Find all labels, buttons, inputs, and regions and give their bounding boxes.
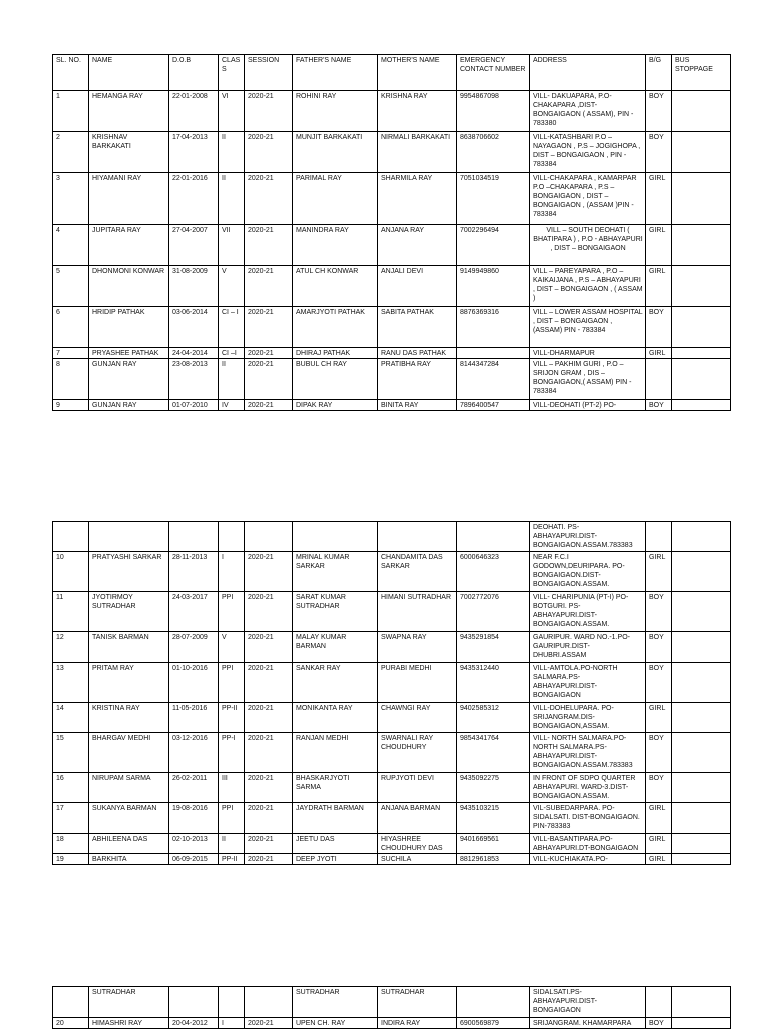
- cell-address: SIDALSATI.PS- ABHAYAPURI.DIST- BONGAIGAON: [530, 987, 646, 1018]
- cell-bus-stoppage: [672, 522, 731, 552]
- cell-bg: [646, 359, 672, 400]
- cell-name: TANISK BARMAN: [89, 632, 169, 663]
- cell-fathers-name: JAYDRATH BARMAN: [293, 803, 378, 834]
- cell-address: VILL- NORTH SALMARA.PO- NORTH SALMARA.PS- ABHAYAPURI.DIST- BONGAIGAON.ASSAM.783383: [530, 733, 646, 773]
- cell-session: 2020-21: [245, 552, 293, 592]
- cell-bg: BOY: [646, 307, 672, 348]
- cell-fathers-name: BUBUL CH RAY: [293, 359, 378, 400]
- cell-sl-no: 14: [53, 703, 89, 733]
- cell-class: PP-II: [219, 703, 245, 733]
- col-header-address: ADDRESS: [530, 55, 646, 91]
- cell-address: VILL-DHARMAPUR: [530, 348, 646, 359]
- cell-name: KRISHNAV BARKAKATI: [89, 132, 169, 173]
- cell-name: JUPITARA RAY: [89, 225, 169, 266]
- col-header-fathers-name: FATHER'S NAME: [293, 55, 378, 91]
- cell-dob: [169, 987, 219, 1018]
- cell-bg: [646, 522, 672, 552]
- cell-session: 2020-21: [245, 91, 293, 132]
- cell-class: PP-II: [219, 854, 245, 865]
- cell-emergency-contact: 9149949860: [457, 266, 530, 307]
- table-row: [53, 987, 731, 1018]
- cell-dob: 23-08-2013: [169, 359, 219, 400]
- cell-emergency-contact: [457, 348, 530, 359]
- student-table-part-2: [52, 521, 731, 865]
- cell-sl-no: 13: [53, 663, 89, 703]
- cell-session: 2020-21: [245, 854, 293, 865]
- cell-emergency-contact: 6000646323: [457, 552, 530, 592]
- cell-mothers-name: SUTRADHAR: [378, 987, 457, 1018]
- cell-bg: GIRL: [646, 173, 672, 225]
- cell-class: I: [219, 552, 245, 592]
- col-header-class: CLASS: [219, 55, 245, 91]
- cell-dob: 01-10-2016: [169, 663, 219, 703]
- cell-dob: 11-05-2016: [169, 703, 219, 733]
- cell-bus-stoppage: [672, 266, 731, 307]
- cell-session: 2020-21: [245, 132, 293, 173]
- cell-fathers-name: RANJAN MEDHI: [293, 733, 378, 773]
- cell-mothers-name: PRATIBHA RAY: [378, 359, 457, 400]
- cell-fathers-name: MANINDRA RAY: [293, 225, 378, 266]
- cell-fathers-name: MRINAL KUMAR SARKAR: [293, 552, 378, 592]
- cell-mothers-name: SUCHILA: [378, 854, 457, 865]
- cell-fathers-name: AMARJYOTI PATHAK: [293, 307, 378, 348]
- table-row: [53, 773, 731, 803]
- cell-bg: GIRL: [646, 225, 672, 266]
- cell-address: VILL- DAKUAPARA, P.O- CHAKAPARA ,DIST- BONGAIGAON ( ASSAM), PIN - 783380: [530, 91, 646, 132]
- col-header-emergency-contact: EMERGENCY CONTACT NUMBER: [457, 55, 530, 91]
- cell-bg: BOY: [646, 733, 672, 773]
- cell-address: VILL-CHAKAPARA , KAMARPAR P.O –CHAKAPARA , P.S – BONGAIGAON , DIST – BONGAIGAON , (ASSAM )PIN - 783384: [530, 173, 646, 225]
- cell-name: HIMASHRI RAY: [89, 1018, 169, 1029]
- cell-bg: BOY: [646, 400, 672, 411]
- cell-dob: 17-04-2013: [169, 132, 219, 173]
- cell-session: 2020-21: [245, 173, 293, 225]
- cell-address: DEOHATI. PS- ABHAYAPURI.DIST- BONGAIGAON.ASSAM.783383: [530, 522, 646, 552]
- col-header-name: NAME: [89, 55, 169, 91]
- cell-session: 2020-21: [245, 733, 293, 773]
- cell-mothers-name: SWARNALI RAY CHOUDHURY: [378, 733, 457, 773]
- table-row: [53, 91, 731, 132]
- cell-dob: 06-09-2015: [169, 854, 219, 865]
- cell-dob: 03-12-2016: [169, 733, 219, 773]
- cell-fathers-name: ATUL CH KONWAR: [293, 266, 378, 307]
- cell-class: PPI: [219, 803, 245, 834]
- cell-sl-no: 1: [53, 91, 89, 132]
- cell-sl-no: 6: [53, 307, 89, 348]
- cell-fathers-name: MONIKANTA RAY: [293, 703, 378, 733]
- cell-name: SUKANYA BARMAN: [89, 803, 169, 834]
- cell-fathers-name: DEEP JYOTI: [293, 854, 378, 865]
- cell-session: 2020-21: [245, 1018, 293, 1029]
- cell-class: V: [219, 632, 245, 663]
- cell-class: VI: [219, 91, 245, 132]
- cell-session: 2020-21: [245, 703, 293, 733]
- cell-bus-stoppage: [672, 703, 731, 733]
- table-row: [53, 663, 731, 703]
- cell-class: II: [219, 359, 245, 400]
- table-row: [53, 552, 731, 592]
- cell-mothers-name: [378, 522, 457, 552]
- cell-name: HEMANGA RAY: [89, 91, 169, 132]
- cell-fathers-name: UPEN CH. RAY: [293, 1018, 378, 1029]
- cell-mothers-name: BINITA RAY: [378, 400, 457, 411]
- cell-bg: GIRL: [646, 803, 672, 834]
- table-row: [53, 173, 731, 225]
- table-row: [53, 854, 731, 865]
- cell-bus-stoppage: [672, 132, 731, 173]
- table-row: [53, 834, 731, 854]
- cell-mothers-name: KRISHNA RAY: [378, 91, 457, 132]
- cell-name: GUNJAN RAY: [89, 400, 169, 411]
- col-header-mothers-name: MOTHER'S NAME: [378, 55, 457, 91]
- cell-address: VILL-BASANTIPARA.PO- ABHAYAPURI.DT-BONGAIGAON: [530, 834, 646, 854]
- cell-sl-no: 2: [53, 132, 89, 173]
- cell-emergency-contact: 9402585312: [457, 703, 530, 733]
- table-row: [53, 225, 731, 266]
- cell-emergency-contact: 9435291854: [457, 632, 530, 663]
- cell-emergency-contact: 8876369316: [457, 307, 530, 348]
- cell-bg: BOY: [646, 773, 672, 803]
- cell-dob: 01-07-2010: [169, 400, 219, 411]
- cell-sl-no: 5: [53, 266, 89, 307]
- cell-mothers-name: SHARMILA RAY: [378, 173, 457, 225]
- cell-bus-stoppage: [672, 552, 731, 592]
- cell-mothers-name: PURABI MEDHI: [378, 663, 457, 703]
- table-row: [53, 592, 731, 632]
- cell-session: 2020-21: [245, 592, 293, 632]
- cell-address: NEAR F.C.I GODOWN,DEURIPARA. PO- BONGAIGAON.DIST- BONGAIGAON.ASSAM.: [530, 552, 646, 592]
- table-row: [53, 307, 731, 348]
- cell-fathers-name: SARAT KUMAR SUTRADHAR: [293, 592, 378, 632]
- cell-fathers-name: DHIRAJ PATHAK: [293, 348, 378, 359]
- cell-name: GUNJAN RAY: [89, 359, 169, 400]
- cell-bus-stoppage: [672, 400, 731, 411]
- cell-dob: 26-02-2011: [169, 773, 219, 803]
- cell-class: V: [219, 266, 245, 307]
- cell-address: VILL – PAREYAPARA , P.O – KAIKAIJANA , P.S – ABHAYAPURI , DIST – BONGAIGAON , ( ASSAM ): [530, 266, 646, 307]
- cell-fathers-name: BHASKARJYOTI SARMA: [293, 773, 378, 803]
- cell-fathers-name: MUNJIT BARKAKATI: [293, 132, 378, 173]
- cell-sl-no: 16: [53, 773, 89, 803]
- cell-bus-stoppage: [672, 632, 731, 663]
- cell-bus-stoppage: [672, 359, 731, 400]
- cell-bus-stoppage: [672, 663, 731, 703]
- cell-mothers-name: SWAPNA RAY: [378, 632, 457, 663]
- cell-session: 2020-21: [245, 266, 293, 307]
- cell-emergency-contact: 9854341764: [457, 733, 530, 773]
- cell-dob: 28-11-2013: [169, 552, 219, 592]
- col-header-bg: B/G: [646, 55, 672, 91]
- cell-class: II: [219, 173, 245, 225]
- cell-bus-stoppage: [672, 803, 731, 834]
- cell-emergency-contact: 8144347284: [457, 359, 530, 400]
- cell-class: PPI: [219, 592, 245, 632]
- cell-emergency-contact: 9401669561: [457, 834, 530, 854]
- cell-fathers-name: MALAY KUMAR BARMAN: [293, 632, 378, 663]
- cell-sl-no: 19: [53, 854, 89, 865]
- cell-sl-no: 18: [53, 834, 89, 854]
- cell-sl-no: [53, 987, 89, 1018]
- cell-emergency-contact: 8638706602: [457, 132, 530, 173]
- cell-bus-stoppage: [672, 592, 731, 632]
- cell-address: VILL- CHARIPUNIA (PT-I) PO- BOTGURI. PS- ABHAYAPURI.DIST- BONGAIGAON.ASSAM.: [530, 592, 646, 632]
- cell-bus-stoppage: [672, 91, 731, 132]
- student-table-part-1: [52, 54, 731, 411]
- table-row: [53, 803, 731, 834]
- table-row: [53, 348, 731, 359]
- cell-mothers-name: RUPJYOTI DEVI: [378, 773, 457, 803]
- cell-session: 2020-21: [245, 663, 293, 703]
- cell-mothers-name: RANU DAS PATHAK: [378, 348, 457, 359]
- cell-bg: GIRL: [646, 348, 672, 359]
- cell-sl-no: 20: [53, 1018, 89, 1029]
- cell-sl-no: 17: [53, 803, 89, 834]
- cell-mothers-name: CHANDAMITA DAS SARKAR: [378, 552, 457, 592]
- cell-mothers-name: HIMANI SUTRADHAR: [378, 592, 457, 632]
- cell-bg: GIRL: [646, 703, 672, 733]
- table-row: [53, 266, 731, 307]
- cell-dob: 22-01-2008: [169, 91, 219, 132]
- table-row: [53, 400, 731, 411]
- cell-mothers-name: HIYASHREE CHOUDHURY DAS: [378, 834, 457, 854]
- cell-bg: GIRL: [646, 854, 672, 865]
- table-row: [53, 632, 731, 663]
- cell-emergency-contact: 7051034519: [457, 173, 530, 225]
- table-row: [53, 733, 731, 773]
- cell-class: CI – I: [219, 307, 245, 348]
- cell-dob: 28-07-2009: [169, 632, 219, 663]
- cell-bus-stoppage: [672, 225, 731, 266]
- cell-sl-no: 9: [53, 400, 89, 411]
- cell-bg: GIRL: [646, 552, 672, 592]
- cell-address: VILL-KUCHIAKATA.PO-: [530, 854, 646, 865]
- cell-name: BARKHITA: [89, 854, 169, 865]
- cell-emergency-contact: 9435103215: [457, 803, 530, 834]
- cell-mothers-name: ANJANA BARMAN: [378, 803, 457, 834]
- cell-emergency-contact: 9435312440: [457, 663, 530, 703]
- cell-emergency-contact: 9435092275: [457, 773, 530, 803]
- cell-session: [245, 522, 293, 552]
- cell-bus-stoppage: [672, 173, 731, 225]
- cell-name: KRISTINA RAY: [89, 703, 169, 733]
- cell-bg: GIRL: [646, 834, 672, 854]
- table-row: [53, 132, 731, 173]
- cell-session: 2020-21: [245, 834, 293, 854]
- cell-name: HRIDIP PATHAK: [89, 307, 169, 348]
- cell-session: 2020-21: [245, 400, 293, 411]
- cell-sl-no: [53, 522, 89, 552]
- cell-address: VILL – SOUTH DEOHATI ( BHATIPARA ) , P.O - ABHAYAPURI , DIST – BONGAIGAON: [530, 225, 646, 266]
- cell-fathers-name: SANKAR RAY: [293, 663, 378, 703]
- cell-fathers-name: DIPAK RAY: [293, 400, 378, 411]
- col-header-bus-stoppage: BUS STOPPAGE: [672, 55, 731, 91]
- cell-bus-stoppage: [672, 854, 731, 865]
- cell-bus-stoppage: [672, 1018, 731, 1029]
- cell-fathers-name: ROHINI RAY: [293, 91, 378, 132]
- cell-bus-stoppage: [672, 307, 731, 348]
- cell-address: SRIJANGRAM. KHAMARPARA: [530, 1018, 646, 1029]
- cell-bg: BOY: [646, 632, 672, 663]
- cell-dob: [169, 522, 219, 552]
- cell-bus-stoppage: [672, 987, 731, 1018]
- cell-class: II: [219, 132, 245, 173]
- cell-class: I: [219, 1018, 245, 1029]
- cell-mothers-name: SABITA PATHAK: [378, 307, 457, 348]
- cell-name: [89, 522, 169, 552]
- cell-dob: 02-10-2013: [169, 834, 219, 854]
- cell-session: 2020-21: [245, 348, 293, 359]
- cell-class: [219, 522, 245, 552]
- cell-emergency-contact: 7002296494: [457, 225, 530, 266]
- cell-name: NIRUPAM SARMA: [89, 773, 169, 803]
- cell-fathers-name: [293, 522, 378, 552]
- cell-bg: BOY: [646, 1018, 672, 1029]
- cell-dob: 27-04-2007: [169, 225, 219, 266]
- col-header-sl-no: SL. NO.: [53, 55, 89, 91]
- cell-mothers-name: NIRMALI BARKAKATI: [378, 132, 457, 173]
- cell-sl-no: 12: [53, 632, 89, 663]
- cell-bg: [646, 987, 672, 1018]
- cell-emergency-contact: 7896400547: [457, 400, 530, 411]
- cell-bg: BOY: [646, 663, 672, 703]
- cell-fathers-name: JEETU DAS: [293, 834, 378, 854]
- cell-class: CI –I: [219, 348, 245, 359]
- cell-dob: 20-04-2012: [169, 1018, 219, 1029]
- col-header-session: SESSION: [245, 55, 293, 91]
- cell-session: [245, 987, 293, 1018]
- cell-name: BHARGAV MEDHI: [89, 733, 169, 773]
- cell-emergency-contact: 7002772076: [457, 592, 530, 632]
- cell-name: ABHILEENA DAS: [89, 834, 169, 854]
- cell-mothers-name: CHAWNGI RAY: [378, 703, 457, 733]
- cell-address: IN FRONT OF SDPO QUARTER ABHAYAPURI. WARD-3.DIST- BONGAIGAON.ASSAM.: [530, 773, 646, 803]
- cell-sl-no: 10: [53, 552, 89, 592]
- cell-dob: 19-08-2016: [169, 803, 219, 834]
- cell-sl-no: 8: [53, 359, 89, 400]
- cell-bg: BOY: [646, 592, 672, 632]
- cell-emergency-contact: 9954867098: [457, 91, 530, 132]
- cell-address: VILL-AMTOLA.PO-NORTH SALMARA.PS- ABHAYAPURI.DIST- BONGAIGAON: [530, 663, 646, 703]
- cell-mothers-name: ANJANA RAY: [378, 225, 457, 266]
- cell-bus-stoppage: [672, 348, 731, 359]
- cell-session: 2020-21: [245, 803, 293, 834]
- cell-name: PRITAM RAY: [89, 663, 169, 703]
- cell-bus-stoppage: [672, 834, 731, 854]
- cell-emergency-contact: 6900569879: [457, 1018, 530, 1029]
- cell-fathers-name: PARIMAL RAY: [293, 173, 378, 225]
- cell-session: 2020-21: [245, 359, 293, 400]
- cell-address: VIL-SUBEDARPARA. PO- SIDALSATI. DIST-BONGAIGAON. PIN-783383: [530, 803, 646, 834]
- cell-bg: GIRL: [646, 266, 672, 307]
- cell-bg: BOY: [646, 91, 672, 132]
- cell-session: 2020-21: [245, 773, 293, 803]
- cell-bus-stoppage: [672, 733, 731, 773]
- cell-name: HIYAMANI RAY: [89, 173, 169, 225]
- cell-dob: 03-06-2014: [169, 307, 219, 348]
- cell-address: VILL-KATASHBARI P.O – NAYAGAON , P.S – JOGIGHOPA , DIST – BONGAIGAON , PIN - 783384: [530, 132, 646, 173]
- cell-session: 2020-21: [245, 307, 293, 348]
- cell-dob: 24-04-2014: [169, 348, 219, 359]
- cell-class: IV: [219, 400, 245, 411]
- table-row: [53, 703, 731, 733]
- cell-name: SUTRADHAR: [89, 987, 169, 1018]
- cell-class: PP-I: [219, 733, 245, 773]
- cell-session: 2020-21: [245, 632, 293, 663]
- cell-class: VII: [219, 225, 245, 266]
- cell-mothers-name: ANJALI DEVI: [378, 266, 457, 307]
- cell-sl-no: 7: [53, 348, 89, 359]
- cell-bg: BOY: [646, 132, 672, 173]
- cell-sl-no: 15: [53, 733, 89, 773]
- table-row: [53, 359, 731, 400]
- cell-address: VILL-DOHELUPARA. PO- SRIJANGRAM.DIS- BONGAIGAON,ASSAM.: [530, 703, 646, 733]
- cell-address: GAURIPUR. WARD NO.-1.PO- GAURIPUR.DIST- DHUBRI.ASSAM: [530, 632, 646, 663]
- cell-sl-no: 4: [53, 225, 89, 266]
- cell-dob: 31-08-2009: [169, 266, 219, 307]
- cell-class: III: [219, 773, 245, 803]
- cell-address: VILL-DEOHATI (PT-2) PO-: [530, 400, 646, 411]
- cell-name: DHONMONI KONWAR: [89, 266, 169, 307]
- table-row: [53, 522, 731, 552]
- cell-class: PPI: [219, 663, 245, 703]
- table-row: [53, 1018, 731, 1029]
- cell-name: JYOTIRMOY SUTRADHAR: [89, 592, 169, 632]
- cell-address: VILL – LOWER ASSAM HOSPITAL , DIST – BONGAIGAON , (ASSAM) PIN - 783384: [530, 307, 646, 348]
- cell-class: II: [219, 834, 245, 854]
- cell-dob: 24-03-2017: [169, 592, 219, 632]
- cell-emergency-contact: [457, 522, 530, 552]
- cell-session: 2020-21: [245, 225, 293, 266]
- cell-bus-stoppage: [672, 773, 731, 803]
- cell-address: VILL – PAKHIM GURI , P.O – SRIJON GRAM , DIS – BONGAIGAON,( ASSAM) PIN - 783384: [530, 359, 646, 400]
- student-table-part-3: [52, 986, 731, 1029]
- cell-class: [219, 987, 245, 1018]
- header-row: [53, 55, 731, 91]
- cell-sl-no: 11: [53, 592, 89, 632]
- cell-sl-no: 3: [53, 173, 89, 225]
- col-header-dob: D.O.B: [169, 55, 219, 91]
- cell-emergency-contact: [457, 987, 530, 1018]
- cell-name: PRYASHEE PATHAK: [89, 348, 169, 359]
- cell-fathers-name: SUTRADHAR: [293, 987, 378, 1018]
- cell-dob: 22-01-2016: [169, 173, 219, 225]
- cell-name: PRATYASHI SARKAR: [89, 552, 169, 592]
- cell-mothers-name: INDIRA RAY: [378, 1018, 457, 1029]
- cell-emergency-contact: 8812961853: [457, 854, 530, 865]
